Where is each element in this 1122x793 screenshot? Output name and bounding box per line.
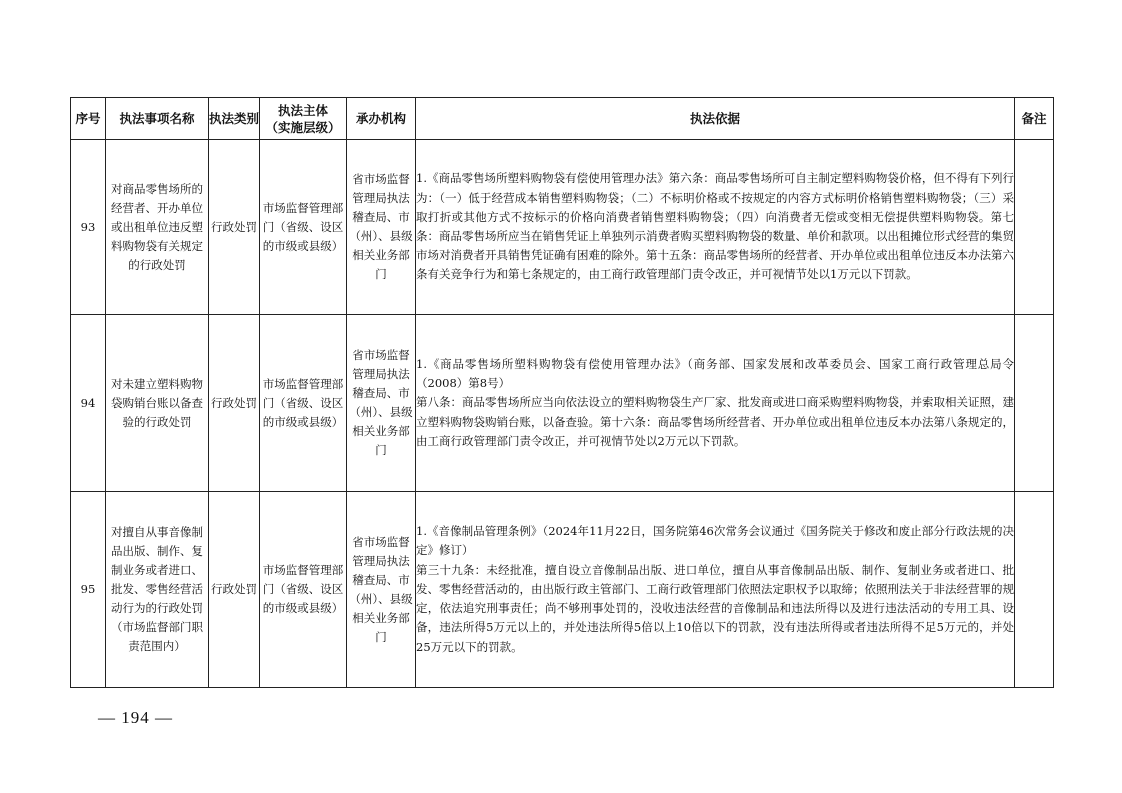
row-agency: 省市场监督管理局执法稽查局、市（州）、县级相关业务部门 bbox=[347, 492, 416, 688]
row-remark bbox=[1015, 492, 1054, 688]
row-remark bbox=[1015, 315, 1054, 492]
row-item-name: 对未建立塑料购物袋购销台账以备查验的行政处罚 bbox=[106, 315, 209, 492]
header-type: 执法类别 bbox=[209, 98, 260, 140]
basis-paragraph: 第八条：商品零售场所应当向依法设立的塑料购物袋生产厂家、批发商或进口商采购塑料购物袋，并索取相关证照，建立塑料购物袋购销台账，以备查验。第十六条：商品零售场所经营者、开办单位或出租单位违反本办法第八条规定的，由工商行政管理部门责令改正，并可视情节处以2万元以下罚款。 bbox=[416, 395, 1014, 448]
row-type: 行政处罚 bbox=[209, 315, 260, 492]
basis-paragraph: 第三十九条：未经批准，擅自设立音像制品出版、进口单位，擅自从事音像制品出版、制作、复制业务或者进口、批发、零售经营活动的，由出版行政主管部门、工商行政管理部门依照法定职权予以取缔；依照刑法关于非法经营罪的规定，依法追究刑事责任；尚不够刑事处罚的，没收违法经营的音像制品和违法所得以及进行违法活动的专用工具、设备，违法所得5万元以上的，并处违法所得5倍以上10倍以下的罚款，没有违法所得或者违法所得不足5万元的，并处25万元以下的罚款。 bbox=[416, 562, 1014, 654]
row-subject: 市场监督管理部门（省级、设区的市级或县级） bbox=[260, 140, 347, 315]
header-agency: 承办机构 bbox=[347, 98, 416, 140]
row-item-name: 对商品零售场所的经营者、开办单位或出租单位违反塑料购物袋有关规定的行政处罚 bbox=[106, 140, 209, 315]
header-subject-line1: 执法主体 bbox=[277, 102, 328, 118]
header-remark: 备注 bbox=[1015, 98, 1054, 140]
row-agency: 省市场监督管理局执法稽查局、市（州）、县级相关业务部门 bbox=[347, 315, 416, 492]
basis-paragraph: 1.《商品零售场所塑料购物袋有偿使用管理办法》第六条：商品零售场所可自主制定塑料购物袋价格，但不得有下列行为：（一）低于经营成本销售塑料购物袋；（二）不标明价格或不按规定的内容方式标明价格销售塑料购物袋；（三）采取打折或其他方式不按标示的价格向消费者销售塑料购物袋；（四）向消费者无偿或变相无偿提供塑料购物袋。第七条：商品零售场所应当在销售凭证上单独列示消费者购买塑料购物袋的数量、单价和款项。以出租摊位形式经营的集贸市场对消费者开具销售凭证确有困难的除外。第十五条：商品零售场所的经营者、开办单位或出租单位违反本办法第六条有关竞争行为和第七条规定的，由工商行政管理部门责令改正，并可视情节处以1万元以下罚款。 bbox=[416, 171, 1014, 282]
row-subject: 市场监督管理部门（省级、设区的市级或县级） bbox=[260, 315, 347, 492]
row-type: 行政处罚 bbox=[209, 140, 260, 315]
row-agency: 省市场监督管理局执法稽查局、市（州）、县级相关业务部门 bbox=[347, 140, 416, 315]
row-basis bbox=[416, 315, 1015, 492]
header-basis: 执法依据 bbox=[416, 98, 1015, 140]
table-row bbox=[71, 315, 1054, 492]
table-row bbox=[71, 492, 1054, 688]
row-basis bbox=[416, 492, 1015, 688]
row-subject: 市场监督管理部门（省级、设区的市级或县级） bbox=[260, 492, 347, 688]
row-item-name: 对擅自从事音像制品出版、制作、复制业务或者进口、批发、零售经营活动行为的行政处罚（市场监督部门职责范围内） bbox=[106, 492, 209, 688]
row-remark bbox=[1015, 140, 1054, 315]
header-item-name: 执法事项名称 bbox=[106, 98, 209, 140]
header-row bbox=[71, 98, 1054, 140]
header-subject-line2: （实施层级） bbox=[265, 119, 341, 135]
page-number: — 194 — bbox=[98, 708, 173, 727]
row-seq: 94 bbox=[71, 315, 106, 492]
row-seq: 93 bbox=[71, 140, 106, 315]
enforcement-table bbox=[70, 97, 1054, 688]
row-basis bbox=[416, 140, 1015, 315]
row-type: 行政处罚 bbox=[209, 492, 260, 688]
row-seq: 95 bbox=[71, 492, 106, 688]
basis-paragraph: 1.《音像制品管理条例》（2024年11月22日，国务院第46次常务会议通过《国务院关于修改和废止部分行政法规的决定》修订） bbox=[416, 524, 1014, 558]
table-row bbox=[71, 140, 1054, 315]
basis-paragraph: 1.《商品零售场所塑料购物袋有偿使用管理办法》（商务部、国家发展和改革委员会、国家工商行政管理总局令（2008）第8号） bbox=[416, 356, 1014, 391]
header-seq: 序号 bbox=[71, 98, 106, 140]
header-subject bbox=[260, 98, 347, 140]
